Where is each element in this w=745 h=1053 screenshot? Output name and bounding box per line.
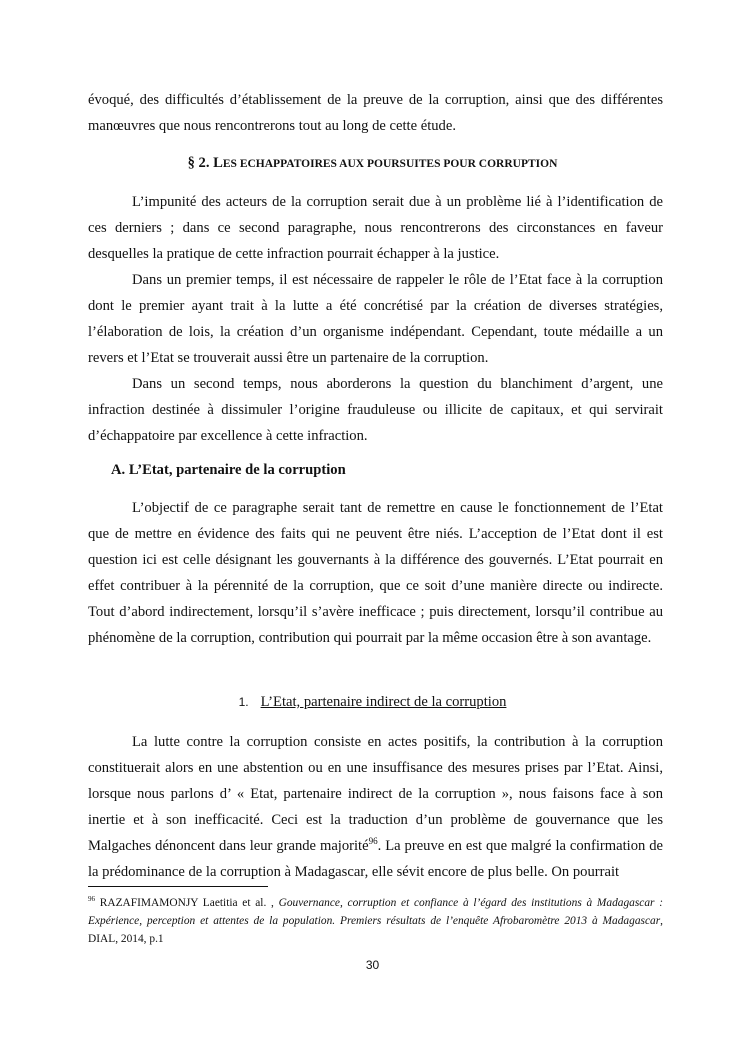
section-heading-prefix: § 2. L	[187, 155, 223, 171]
paragraph-impunite: L’impunité des acteurs de la corruption serait due à un problème lié à l’identification de ces derniers ; dans ce second paragraphe, nous rencontrerons des circonstances en faveur desquelles la pratique de cette infraction pourrait échapper à la justice.	[88, 194, 663, 262]
subheading-1	[0, 694, 745, 711]
paragraph-premier-temps: Dans un premier temps, il est nécessaire de rappeler le rôle de l’Etat face à la corruption dont le premier ayant trait à la lutte a été concrétisé par la création de diverses stratégies, l’élaboration de lois, la création d’un organisme indépendant. Cependant, toute médaille a un revers et l’Etat se trouverait aussi être un partenaire de la corruption.	[88, 272, 663, 366]
paragraph-objectif: L’objectif de ce paragraphe serait tant de remettre en cause le fonctionnement de l’Etat que de mettre en évidence des faits qui ne peuvent être niés. L’acception de l’Etat dont il est question ici est celle désignant les gouvernants à la différence des gouvernés. L’Etat pourrait en effet contribuer à la pérennité de la corruption, que ce soit d’une manière directe ou indirecte. Tout d’abord indirectement, lorsqu’il s’avère inefficace ; puis directement, lorsqu’il contribue au phénomène de la corruption, contribution qui pourrait par la même occasion être à son avantage.	[88, 500, 663, 646]
footnote-number: 96	[88, 895, 96, 904]
footnote-reference: 96	[368, 836, 378, 847]
paragraph-continuation: évoqué, des difficultés d’établissement de la preuve de la corruption, ainsi que des différentes manœuvres que nous rencontrerons tout au long de cette étude.	[88, 92, 663, 134]
section-heading-smallcaps: ES ECHAPPATOIRES AUX POURSUITES POUR CORRUPTION	[222, 158, 558, 170]
footnote-publisher: , DIAL, 2014, p.1	[88, 915, 663, 945]
footnote-separator	[88, 886, 268, 887]
page-number: 30	[365, 958, 380, 972]
paragraph-lutte	[88, 729, 663, 885]
paragraph-lutte-text-end: . La preuve en est que malgré la confirmation de la prédominance de la corruption à Madagascar, elle sévit encore de plus belle. On pourrait	[88, 838, 663, 880]
footnote-authors: RAZAFIMAMONJY Laetitia et al. ,	[95, 897, 279, 909]
subheading-1-number: 1.	[238, 695, 249, 709]
subheading-1-title: L’Etat, partenaire indirect de la corruption	[260, 694, 507, 710]
section-heading	[0, 155, 745, 172]
subheading-a: A. L’Etat, partenaire de la corruption	[111, 462, 346, 478]
paragraph-second-temps: Dans un second temps, nous aborderons la question du blanchiment d’argent, une infraction destinée à dissimuler l’origine frauduleuse ou illicite de capitaux, et qui servirait d’échappatoire par excellence à cette infraction.	[88, 376, 663, 444]
footnote-title: Gouvernance, corruption et confiance à l’égard des institutions à Madagascar : Expérience, perception et attentes de la population. Premiers résultats de l’enquête Afrobaromètre 2013 à Madagascar	[88, 897, 663, 927]
footnote	[88, 894, 663, 948]
paragraph-lutte-text: La lutte contre la corruption consiste en actes positifs, la contribution à la corruption constituerait alors en une abstention ou en une insuffisance des mesures prises par l’Etat. Ainsi, lorsque nous parlons d’ « Etat, partenaire indirect de la corruption », nous faisons face à son inertie et à son inefficacité. Ceci est la traduction d’un problème de gouvernance que les Malgaches dénoncent dans leur grande majorité	[88, 734, 663, 854]
